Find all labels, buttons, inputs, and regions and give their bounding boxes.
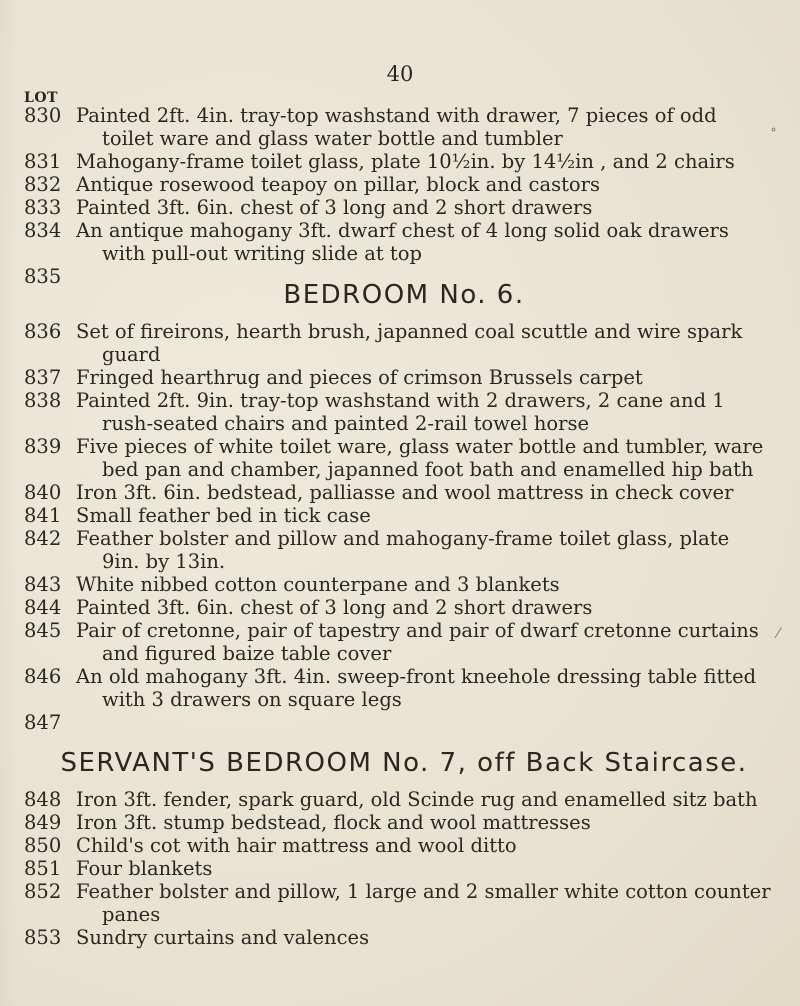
lot-entry <box>24 926 784 949</box>
lot-entry <box>24 619 784 665</box>
lot-number: 849 <box>24 811 62 834</box>
lot-description <box>76 320 784 366</box>
margin-pencil-mark: ⁄ <box>777 626 780 642</box>
section-title-bedroom-6: BEDROOM No. 6. <box>283 280 525 310</box>
section-title-servants-bedroom-7: SERVANT'S BEDROOM No. 7, off Back Staircase. <box>60 748 748 778</box>
lot-entry <box>24 504 784 527</box>
lot-description-line: Painted 3ft. 6in. chest of 3 long and 2 short drawers <box>76 596 593 619</box>
lot-description <box>76 926 784 949</box>
lot-description-line: Set of fireirons, hearth brush, japanned coal scuttle and wire spark <box>76 320 743 343</box>
lot-description-line: An old mahogany 3ft. 4in. sweep-front kneehole dressing table fitted <box>76 665 757 688</box>
lot-number: 850 <box>24 834 62 857</box>
lot-entry <box>24 196 784 219</box>
lot-description-line: Feather bolster and pillow, 1 large and 2 smaller white cotton counter <box>76 880 771 903</box>
lot-entry <box>24 857 784 880</box>
lot-description <box>76 219 784 265</box>
lot-entry <box>24 219 784 265</box>
lot-description-line: Feather bolster and pillow and mahogany-frame toilet glass, plate <box>76 527 730 550</box>
lot-description <box>76 711 784 734</box>
lot-entry <box>24 711 784 734</box>
lot-number: 843 <box>24 573 62 596</box>
lot-entry <box>24 366 784 389</box>
lot-entry <box>24 104 784 150</box>
lot-number: 848 <box>24 788 62 811</box>
lot-number: 836 <box>24 320 62 343</box>
lot-description-line: Painted 2ft. 4in. tray-top washstand with drawer, 7 pieces of odd <box>76 104 717 127</box>
lot-description-line: Four blankets <box>76 857 213 880</box>
lot-entry <box>24 596 784 619</box>
lot-entry <box>24 150 784 173</box>
lot-number: 837 <box>24 366 62 389</box>
lot-description <box>76 481 784 504</box>
lot-number: 835 <box>24 265 62 288</box>
lot-list-bedroom-6 <box>24 320 784 734</box>
lot-description-line: Antique rosewood teapoy on pillar, block and castors <box>76 173 601 196</box>
lot-description <box>76 173 784 196</box>
lot-description-line: Small feather bed in tick case <box>76 504 371 527</box>
lot-description-line: Painted 3ft. 6in. chest of 3 long and 2 short drawers <box>76 196 593 219</box>
lot-description-line: Iron 3ft. fender, spark guard, old Scinde rug and enamelled sitz bath <box>76 788 758 811</box>
lot-description <box>76 366 784 389</box>
lot-entry <box>24 435 784 481</box>
lot-description <box>76 788 784 811</box>
lot-number: 832 <box>24 173 62 196</box>
lot-entry <box>24 811 784 834</box>
lot-description-continuation: and figured baize table cover <box>102 642 392 665</box>
lot-entry <box>24 665 784 711</box>
lot-entry <box>24 573 784 596</box>
lot-description <box>76 811 784 834</box>
lot-description-line: Child's cot with hair mattress and wool ditto <box>76 834 517 857</box>
lot-number: 844 <box>24 596 62 619</box>
lot-number: 846 <box>24 665 62 688</box>
lot-description-line: Pair of cretonne, pair of tapestry and pair of dwarf cretonne curtains <box>76 619 759 642</box>
lot-description <box>76 834 784 857</box>
lot-number: 847 <box>24 711 62 734</box>
lot-description <box>76 857 784 880</box>
lot-number: 831 <box>24 150 62 173</box>
lot-number: 851 <box>24 857 62 880</box>
lot-column-header: LOT <box>24 90 58 106</box>
lot-number: 853 <box>24 926 62 949</box>
lot-description-line: An antique mahogany 3ft. dwarf chest of 4 long solid oak drawers <box>76 219 729 242</box>
lot-description-continuation: guard <box>102 343 161 366</box>
lot-number: 838 <box>24 389 62 412</box>
lot-description-continuation: 9in. by 13in. <box>102 550 226 573</box>
lot-list-section-a <box>24 104 784 288</box>
lot-description-continuation: bed pan and chamber, japanned foot bath and enamelled hip bath <box>102 458 754 481</box>
lot-description <box>76 435 784 481</box>
lot-description <box>76 504 784 527</box>
lot-description <box>76 104 784 150</box>
lot-entry <box>24 527 784 573</box>
lot-number: 840 <box>24 481 62 504</box>
lot-number: 841 <box>24 504 62 527</box>
lot-entry <box>24 320 784 366</box>
lot-description <box>76 619 784 665</box>
lot-number: 842 <box>24 527 62 550</box>
lot-description-line: Fringed hearthrug and pieces of crimson Brussels carpet <box>76 366 643 389</box>
lot-description-line: Mahogany-frame toilet glass, plate 10½in. by 14½in , and 2 chairs <box>76 150 735 173</box>
lot-description-line: White nibbed cotton counterpane and 3 blankets <box>76 573 560 596</box>
lot-description-continuation: with 3 drawers on square legs <box>102 688 402 711</box>
lot-description-line: Five pieces of white toilet ware, glass water bottle and tumbler, ware <box>76 435 764 458</box>
lot-number: 839 <box>24 435 62 458</box>
lot-description <box>76 527 784 573</box>
lot-entry <box>24 173 784 196</box>
lot-description-continuation: rush-seated chairs and painted 2-rail towel horse <box>102 412 589 435</box>
lot-description-line: Iron 3ft. 6in. bedstead, palliasse and wool mattress in check cover <box>76 481 734 504</box>
lot-description-line: Iron 3ft. stump bedstead, flock and wool mattresses <box>76 811 591 834</box>
lot-description-continuation: toilet ware and glass water bottle and tumbler <box>102 127 563 150</box>
lot-description-continuation: panes <box>102 903 161 926</box>
lot-number: 833 <box>24 196 62 219</box>
lot-number: 834 <box>24 219 62 242</box>
margin-pencil-mark: ˚ <box>770 128 777 144</box>
lot-description <box>76 389 784 435</box>
page-number: 40 <box>386 62 414 86</box>
lot-description <box>76 880 784 926</box>
lot-description-continuation: with pull-out writing slide at top <box>102 242 422 265</box>
lot-list-servants-bedroom-7 <box>24 788 784 949</box>
lot-description-line: Painted 2ft. 9in. tray-top washstand with 2 drawers, 2 cane and 1 <box>76 389 725 412</box>
lot-description <box>76 573 784 596</box>
lot-description-line <box>76 711 784 734</box>
lot-description-line: Sundry curtains and valences <box>76 926 370 949</box>
lot-entry <box>24 481 784 504</box>
lot-number: 852 <box>24 880 62 903</box>
lot-description <box>76 150 784 173</box>
lot-entry <box>24 880 784 926</box>
lot-number: 845 <box>24 619 62 642</box>
lot-entry <box>24 389 784 435</box>
lot-entry <box>24 834 784 857</box>
lot-description <box>76 596 784 619</box>
lot-description <box>76 196 784 219</box>
lot-entry <box>24 788 784 811</box>
lot-number: 830 <box>24 104 62 127</box>
lot-description <box>76 665 784 711</box>
